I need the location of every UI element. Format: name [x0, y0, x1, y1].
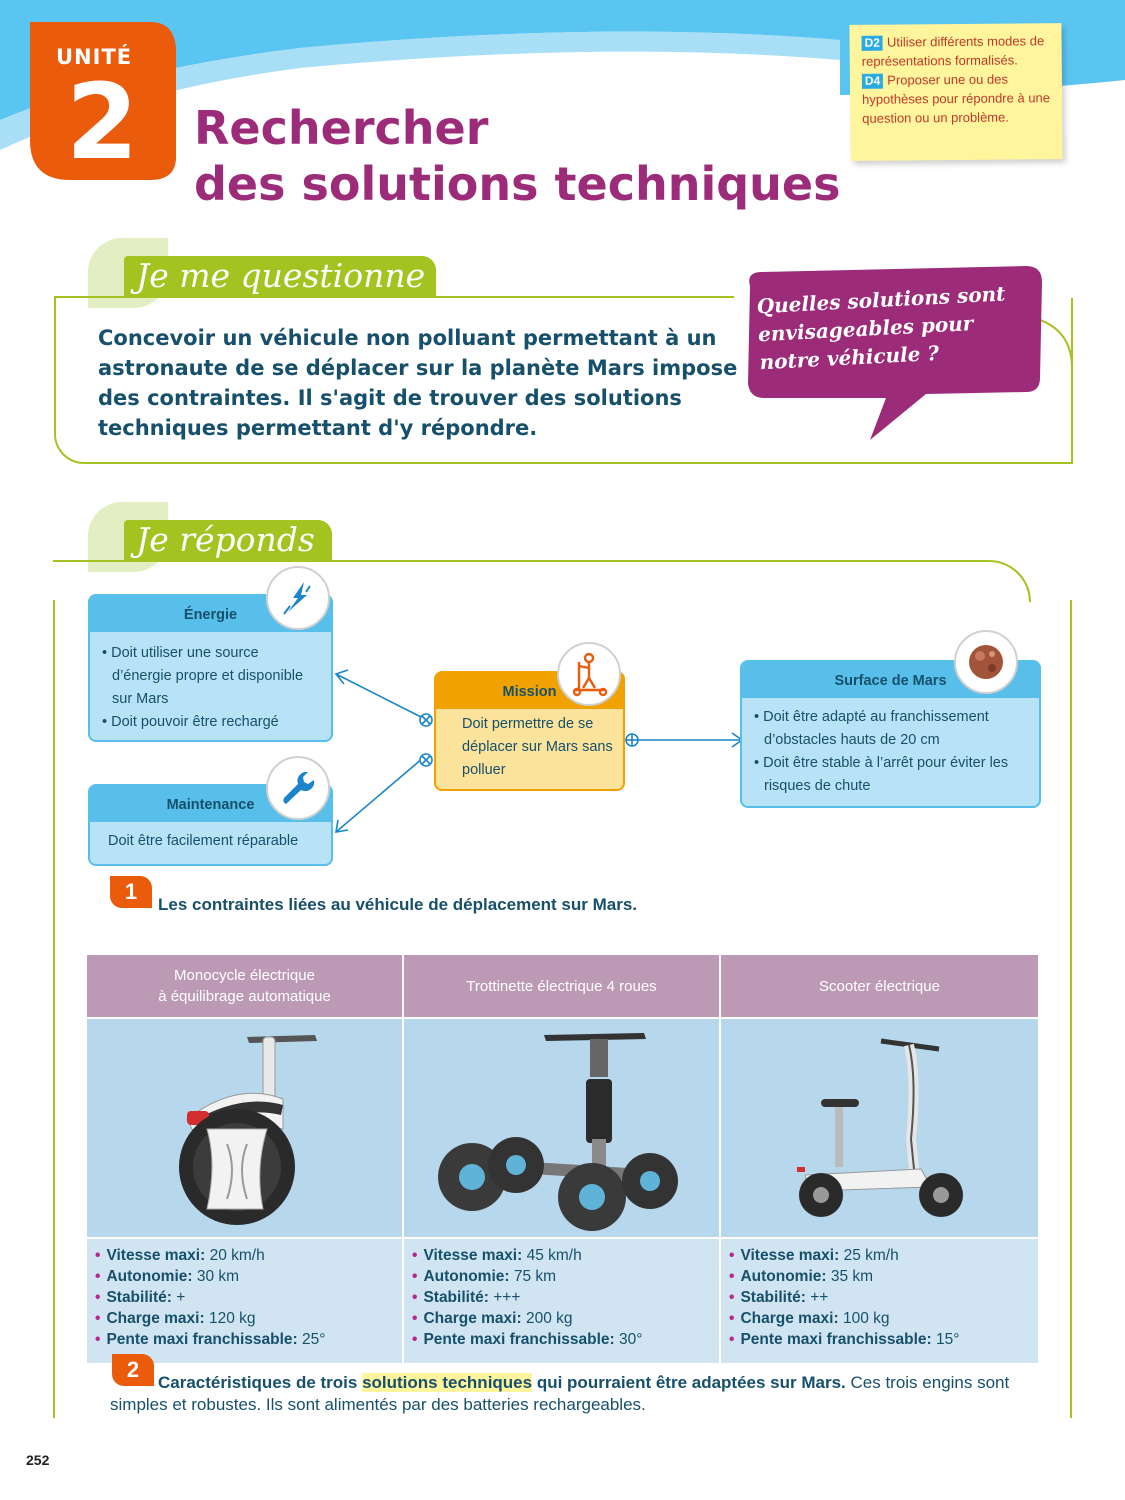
- table-header-scooter: Scooter électrique: [721, 955, 1038, 1017]
- wrench-icon: [266, 756, 330, 820]
- spec-slope: 25°: [302, 1331, 326, 1348]
- surface-title: Surface de Mars: [742, 662, 1039, 698]
- spec-label: Autonomie: [740, 1268, 822, 1285]
- spec-label: Stabilité: [423, 1289, 484, 1306]
- title-line-2: des solutions techniques: [194, 157, 841, 211]
- spec-range: 35 km: [830, 1268, 874, 1285]
- title-line-1: Rechercher: [194, 101, 489, 155]
- unit-label: UNITÉ: [56, 45, 133, 69]
- page-number: 252: [26, 1452, 50, 1468]
- surface-item: • Doit être stable à l’arrêt pour éviter les risques de chute: [754, 755, 1009, 794]
- spec-range: 30 km: [196, 1268, 240, 1285]
- trottinette-image-cell: [404, 1019, 719, 1237]
- spec-label: Charge maxi: [423, 1310, 517, 1327]
- specs-monocycle: • Vitesse maxi: 20 km/h • Autonomie: 30 km • Stabilité: + • Charge maxi: 120 kg • Pente maxi franchissable: 25°: [87, 1239, 402, 1363]
- spec-label: Pente maxi franchissable: [423, 1331, 610, 1348]
- doc-number-2: 2: [112, 1354, 154, 1386]
- table-header-trottinette: Trottinette électrique 4 roues: [404, 955, 719, 1017]
- monocycle-image-cell: [87, 1019, 402, 1237]
- spec-stability: ++: [810, 1289, 829, 1306]
- spec-label: Autonomie: [106, 1268, 188, 1285]
- section-heading-questionne: Je me questionne: [124, 256, 436, 298]
- comparison-table: [87, 955, 1038, 1363]
- energie-item: • Doit utiliser une source d’énergie propre et disponible sur Mars: [102, 645, 304, 707]
- spec-load: 100 kg: [842, 1310, 890, 1327]
- mars-planet-icon: [954, 630, 1018, 694]
- spec-load: 120 kg: [208, 1310, 256, 1327]
- competence-tag: D2: [862, 36, 883, 51]
- monocycle-image: [87, 1019, 402, 1237]
- caption-end: qui pourraient être adaptées sur Mars.: [532, 1373, 846, 1392]
- spec-slope: 30°: [619, 1331, 643, 1348]
- doc-caption-2: [110, 1372, 1040, 1416]
- questionne-text: Concevoir un véhicule non polluant permettant à un astronaute de se déplacer sur la planète Mars impose des contraintes. Il s'agit de trouver des solutions techniques permettant d'y répondre.: [98, 326, 738, 440]
- spec-speed: 25 km/h: [843, 1247, 899, 1264]
- energie-body: [90, 632, 331, 742]
- surface-item: • Doit être adapté au franchissement d’obstacles hauts de 20 cm: [754, 709, 989, 748]
- competence-text: Utiliser différents modes de représentations formalisés.: [861, 33, 1045, 69]
- spec-slope: 15°: [936, 1331, 960, 1348]
- caption-start: Caractéristiques de trois: [158, 1373, 363, 1392]
- spec-label: Charge maxi: [106, 1310, 200, 1327]
- surface-body: [742, 698, 1039, 808]
- scooter-icon: [557, 642, 621, 706]
- energie-item: • Doit pouvoir être rechargé: [102, 714, 279, 730]
- bubble-question: Quelles solutions sont envisageables pour notre véhicule ?: [756, 281, 1006, 375]
- section-heading-reponds: Je réponds: [124, 520, 332, 562]
- maintenance-text: Doit être facilement réparable: [108, 833, 299, 849]
- energie-title: Énergie: [90, 596, 331, 632]
- doc-number-1: 1: [110, 876, 152, 908]
- spec-label: Pente maxi franchissable: [740, 1331, 927, 1348]
- page-title: [194, 100, 841, 212]
- spec-label: Stabilité: [740, 1289, 801, 1306]
- spec-stability: +: [176, 1289, 186, 1306]
- frame-line: [53, 600, 55, 1418]
- competence-tag: D4: [862, 74, 883, 89]
- maintenance-title: Maintenance: [90, 786, 331, 822]
- spec-stability: +++: [493, 1289, 521, 1306]
- trottinette-image: [404, 1019, 719, 1237]
- spec-range: 75 km: [513, 1268, 557, 1285]
- lightning-icon: [266, 566, 330, 630]
- spec-speed: 45 km/h: [526, 1247, 582, 1264]
- spec-label: Vitesse maxi: [423, 1247, 518, 1264]
- unit-number: 2: [66, 61, 139, 183]
- doc-caption-1: Les contraintes liées au véhicule de déplacement sur Mars.: [158, 895, 638, 914]
- mission-title: Mission: [436, 673, 623, 709]
- spec-label: Charge maxi: [740, 1310, 834, 1327]
- spec-label: Pente maxi franchissable: [106, 1331, 293, 1348]
- spec-label: Stabilité: [106, 1289, 167, 1306]
- frame-line: [1070, 600, 1072, 1418]
- spec-speed: 20 km/h: [209, 1247, 265, 1264]
- competence-text: Proposer une ou des hypothèses pour répondre à une question ou un problème.: [861, 71, 1051, 126]
- caption-note: Ces trois engins sont simples et robustes. Ils sont alimentés par des batteries rechargeables.: [110, 1373, 1010, 1414]
- spec-label: Autonomie: [423, 1268, 505, 1285]
- caption-highlight: solutions techniques: [362, 1373, 533, 1392]
- competence-d4: [862, 69, 1052, 128]
- specs-trottinette: • Vitesse maxi: 45 km/h • Autonomie: 75 km • Stabilité: +++ • Charge maxi: 200 kg • Pente maxi franchissable: 30°: [404, 1239, 719, 1363]
- mission-text: Doit permettre de se déplacer sur Mars sans polluer: [462, 716, 613, 778]
- competence-d2: [861, 31, 1051, 71]
- specs-scooter: • Vitesse maxi: 25 km/h • Autonomie: 35 km • Stabilité: ++ • Charge maxi: 100 kg • Pente maxi franchissable: 15°: [721, 1239, 1038, 1363]
- scooter-image: [721, 1019, 1038, 1237]
- spec-label: Vitesse maxi: [740, 1247, 835, 1264]
- table-header-monocycle: Monocycle électrique à équilibrage automatique: [87, 955, 402, 1017]
- scooter-image-cell: [721, 1019, 1038, 1237]
- spec-load: 200 kg: [525, 1310, 573, 1327]
- competences-note: [849, 23, 1062, 161]
- spec-label: Vitesse maxi: [106, 1247, 201, 1264]
